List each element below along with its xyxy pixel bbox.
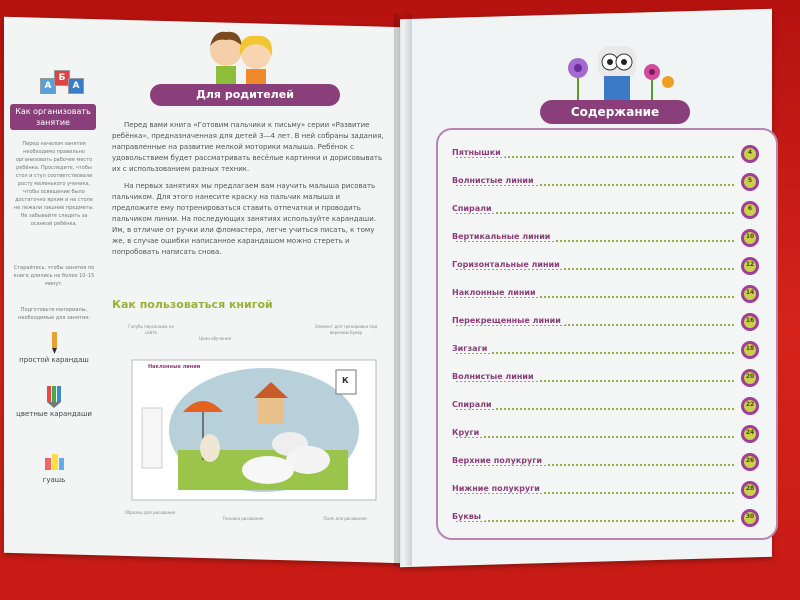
demo-label: Техника рисования	[222, 516, 264, 521]
toc-page-number: 28	[745, 485, 755, 492]
parents-paragraph: Перед вами книга «Готовим пальчики к письму» серии «Развитие ребёнка», предназначенная для детей 3—4 лет. В ней собраны задания, направленные на развитие мелкой моторики малыша. Ребёнок с удовольствием будет рассматривать весёлые картинки и дорисовывать их с использованием разных техник.	[112, 121, 384, 173]
toc-item[interactable]	[452, 228, 760, 248]
toc-page-number: 14	[745, 289, 755, 296]
toc-item[interactable]	[452, 312, 760, 332]
howto-diagram	[118, 320, 388, 535]
toc-item[interactable]	[452, 368, 760, 388]
demo-label: Поле для рисования	[323, 516, 367, 521]
toc-item-label: Спирали	[452, 400, 496, 409]
toc-item[interactable]	[452, 256, 760, 276]
howto-heading: Как пользоваться книгой	[112, 298, 273, 311]
pencil-icon	[47, 332, 61, 354]
cow-mascot-illustration	[560, 38, 680, 104]
toc-item[interactable]	[452, 424, 760, 444]
toc-list	[436, 128, 778, 540]
kids-illustration	[200, 26, 280, 92]
toc-page-number: 22	[745, 401, 755, 408]
demo-illustration	[118, 320, 388, 535]
toc-page-number: 6	[747, 205, 753, 212]
toc-item[interactable]	[452, 480, 760, 500]
letter-block: Б	[54, 70, 70, 86]
colored-pencils-icon	[44, 386, 64, 408]
toc-item-label: Зигзаги	[452, 344, 491, 353]
toc-page-number: 10	[745, 233, 755, 240]
toc-item-label: Перекрещенные линии	[452, 316, 565, 325]
demo-label: Цели обучения	[199, 336, 231, 341]
toc-page-number: 20	[745, 373, 755, 380]
tool-gouache	[14, 452, 94, 484]
toc-page-number: 12	[745, 261, 755, 268]
sidebar-title: Как организовать занятие	[10, 104, 96, 130]
toc-item[interactable]	[452, 508, 760, 528]
toc-page-number: 18	[745, 345, 755, 352]
toc-item-label: Волнистые линии	[452, 372, 538, 381]
sidebar-materials: Подготовьте материалы, необходимые для занятия:	[18, 307, 90, 321]
toc-item[interactable]	[452, 284, 760, 304]
toc-item[interactable]	[452, 200, 760, 220]
tool-label: цветные карандаши	[16, 410, 92, 418]
book-spine	[394, 14, 412, 566]
tool-colored-pencils	[14, 386, 94, 418]
toc-item-label: Горизонтальные линии	[452, 260, 564, 269]
demo-letter: К	[342, 376, 349, 385]
parents-text	[112, 120, 384, 264]
toc-item[interactable]	[452, 144, 760, 164]
toc-item-label: Вертикальные линии	[452, 232, 554, 241]
toc-item-label: Пятнышки	[452, 148, 505, 157]
toc-page-number: 16	[745, 317, 755, 324]
letter-blocks-icon	[40, 70, 84, 94]
sidebar	[10, 74, 98, 534]
toc-item-label: Буквы	[452, 512, 485, 521]
toc-page-number: 4	[747, 149, 753, 156]
letter-block: А	[40, 78, 56, 94]
demo-label: Элемент для тренировки под верхнюю букву	[314, 324, 378, 335]
toc-item[interactable]	[452, 172, 760, 192]
demo-label: Голубь персонажа на сайте	[128, 324, 174, 335]
tool-label: простой карандаш	[19, 356, 89, 364]
toc-heading: Содержание	[540, 100, 690, 124]
toc-item-label: Круги	[452, 428, 483, 437]
toc-item-label: Волнистые линии	[452, 176, 538, 185]
toc-item[interactable]	[452, 396, 760, 416]
sidebar-text: Перед началом занятия необходимо правильно организовать рабочее место ребёнка. Проследите, чтобы стол и стул соответствовали росту маленького ученика, чтобы освещение было достаточно ярким и на столе не лежали лишние предметы. Не забывайте следить за осанкой ребёнка.	[13, 141, 95, 227]
toc-item-label: Спирали	[452, 204, 496, 213]
toc-page-number: 30	[745, 513, 755, 520]
sidebar-note: Старайтесь, чтобы занятия по книге длились не более 10–15 минут.	[13, 265, 95, 287]
tool-pencil	[14, 332, 94, 364]
parents-paragraph: На первых занятиях мы предлагаем вам научить малыша рисовать пальчиком. Для этого нанесите краску на пальчик малыша и предложите ему потренироваться ставить отпечатки и проводить пальчиком линии. На последующих занятиях используйте карандаши. Им, в отличие от ручки или фломастера, легче учиться писать, к тому же, в случае ошибки написанное карандашом можно стереть и попробовать написать снова.	[112, 182, 376, 256]
demo-inner-title: Наклонные линии	[148, 364, 201, 370]
paint-jars-icon	[43, 452, 65, 474]
toc-item-label: Верхние полукруги	[452, 456, 546, 465]
tool-label: гуашь	[42, 476, 66, 484]
toc-page-number: 26	[745, 457, 755, 464]
toc-page-number: 5	[747, 177, 753, 184]
demo-label: Образец для рисования	[124, 510, 176, 515]
toc-item-label: Наклонные линии	[452, 288, 540, 297]
toc-item[interactable]	[452, 340, 760, 360]
toc-item[interactable]	[452, 452, 760, 472]
parents-heading: Для родителей	[150, 84, 340, 106]
toc-item-label: Нижние полукруги	[452, 484, 544, 493]
letter-block: А	[68, 78, 84, 94]
toc-page-number: 24	[745, 429, 755, 436]
